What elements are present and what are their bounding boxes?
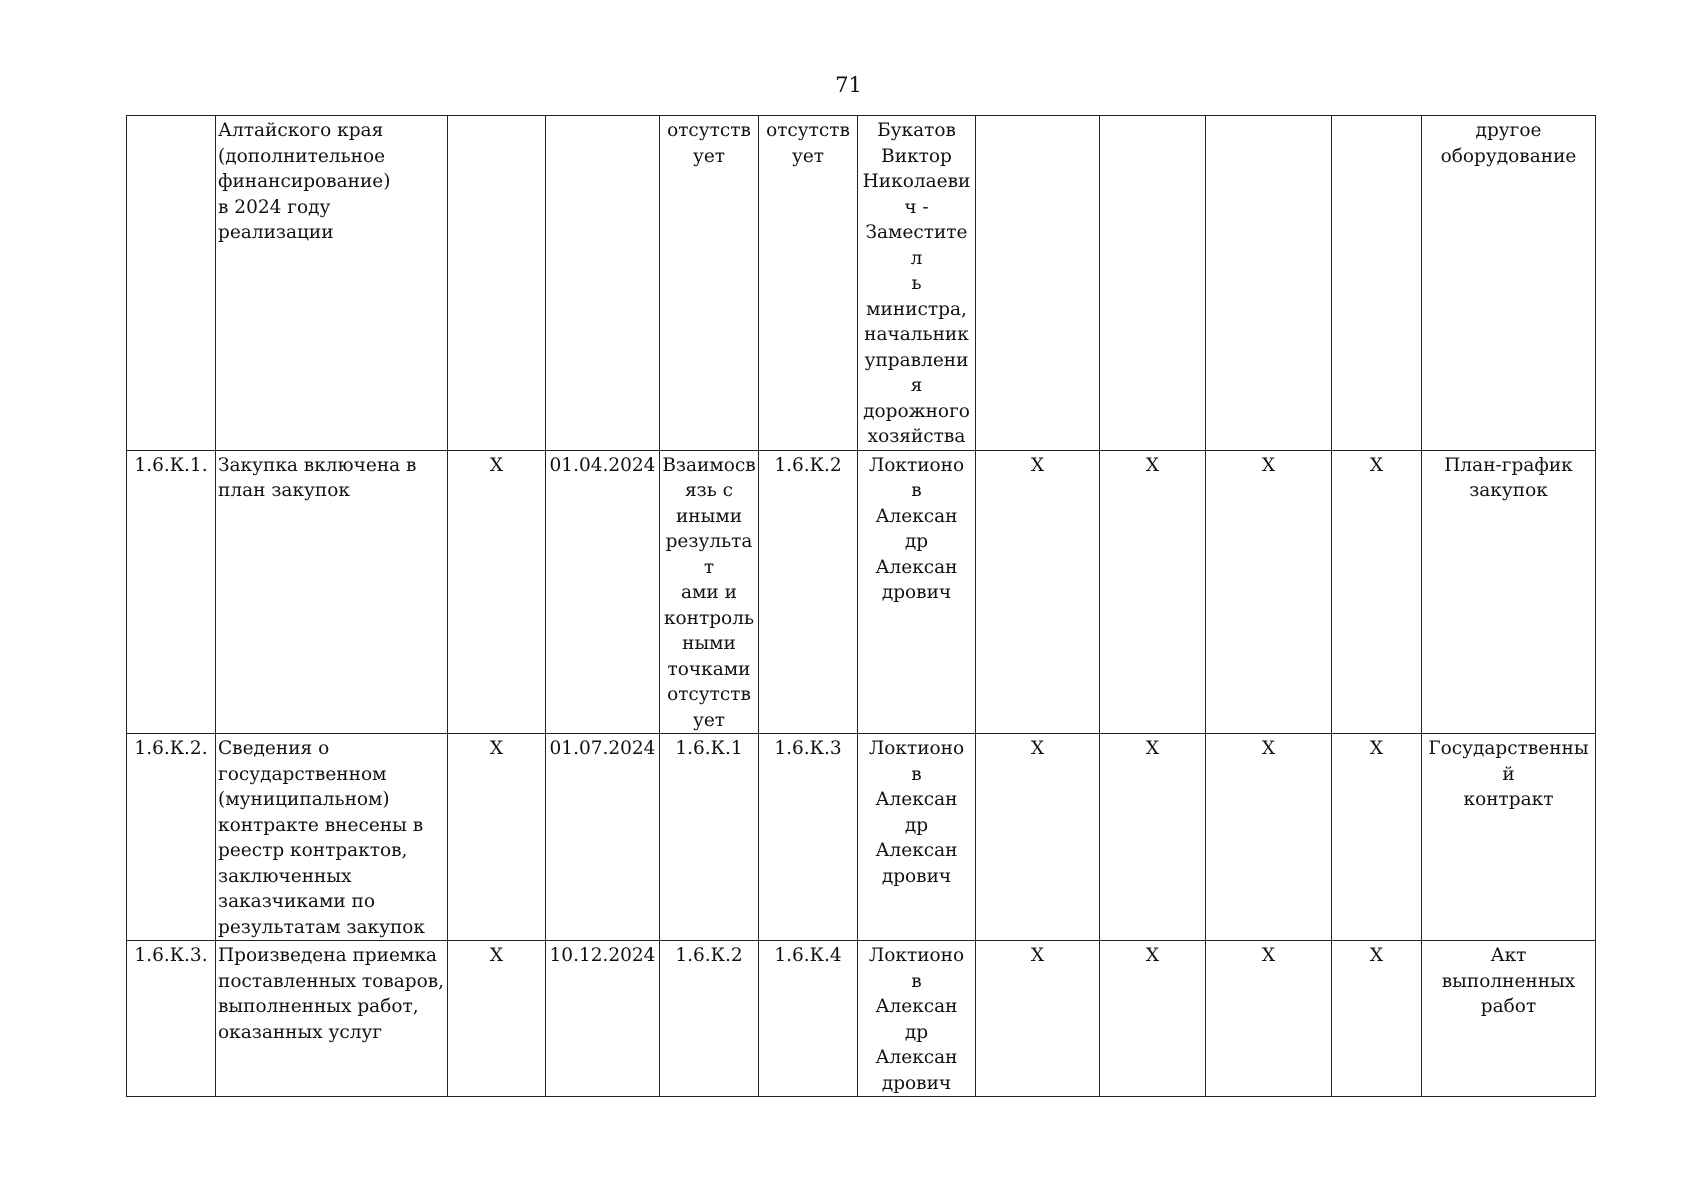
cell-marker [448, 116, 546, 451]
cell-predecessor: 1.6.К.1 [660, 734, 759, 941]
cell-marker: Х [448, 450, 546, 734]
cell-mark-1 [976, 116, 1100, 451]
control-points-table [126, 115, 1596, 1097]
cell-name: Закупка включена в план закупок [216, 450, 448, 734]
cell-number: 1.6.К.3. [127, 941, 216, 1097]
cell-date: 01.07.2024 [546, 734, 660, 941]
cell-mark-2 [1100, 116, 1206, 451]
cell-mark-3: Х [1206, 450, 1332, 734]
cell-name: Алтайского края (дополнительное финансирование) в 2024 году реализации [216, 116, 448, 451]
cell-number: 1.6.К.1. [127, 450, 216, 734]
table-row [127, 734, 1596, 941]
cell-predecessor: Взаимосв язь с иными результат ами и контроль ными точками отсутств ует [660, 450, 759, 734]
cell-name: Сведения о государственном (муниципальном) контракте внесены в реестр контрактов, заключенных заказчиками по результатам закупок [216, 734, 448, 941]
cell-mark-1: Х [976, 941, 1100, 1097]
cell-successor: 1.6.К.2 [759, 450, 858, 734]
cell-document: Акт выполненных работ [1422, 941, 1596, 1097]
cell-mark-2: Х [1100, 941, 1206, 1097]
cell-date: 01.04.2024 [546, 450, 660, 734]
cell-document: другое оборудование [1422, 116, 1596, 451]
cell-mark-3 [1206, 116, 1332, 451]
table-row [127, 116, 1596, 451]
cell-responsible: Локтионо в Алексан др Алексан дрович [858, 450, 976, 734]
table-row [127, 941, 1596, 1097]
cell-mark-3: Х [1206, 941, 1332, 1097]
cell-predecessor: 1.6.К.2 [660, 941, 759, 1097]
cell-date: 10.12.2024 [546, 941, 660, 1097]
cell-number: 1.6.К.2. [127, 734, 216, 941]
cell-date [546, 116, 660, 451]
cell-mark-1: Х [976, 450, 1100, 734]
cell-mark-1: Х [976, 734, 1100, 941]
cell-mark-4 [1332, 116, 1422, 451]
cell-mark-4: Х [1332, 941, 1422, 1097]
cell-marker: Х [448, 734, 546, 941]
cell-mark-4: Х [1332, 734, 1422, 941]
cell-successor: 1.6.К.3 [759, 734, 858, 941]
cell-responsible: Локтионо в Алексан др Алексан дрович [858, 941, 976, 1097]
table-row [127, 450, 1596, 734]
cell-mark-3: Х [1206, 734, 1332, 941]
cell-responsible: Букатов Виктор Николаеви ч - Заместител ь министра, начальник управлени я дорожного хозяйства [858, 116, 976, 451]
cell-predecessor: отсутств ует [660, 116, 759, 451]
cell-name: Произведена приемка поставленных товаров, выполненных работ, оказанных услуг [216, 941, 448, 1097]
page-number: 71 [835, 73, 862, 97]
cell-mark-4: Х [1332, 450, 1422, 734]
cell-number [127, 116, 216, 451]
cell-mark-2: Х [1100, 450, 1206, 734]
cell-document: План-график закупок [1422, 450, 1596, 734]
cell-successor: отсутств ует [759, 116, 858, 451]
cell-mark-2: Х [1100, 734, 1206, 941]
cell-marker: Х [448, 941, 546, 1097]
cell-document: Государственный контракт [1422, 734, 1596, 941]
cell-successor: 1.6.К.4 [759, 941, 858, 1097]
cell-responsible: Локтионо в Алексан др Алексан дрович [858, 734, 976, 941]
